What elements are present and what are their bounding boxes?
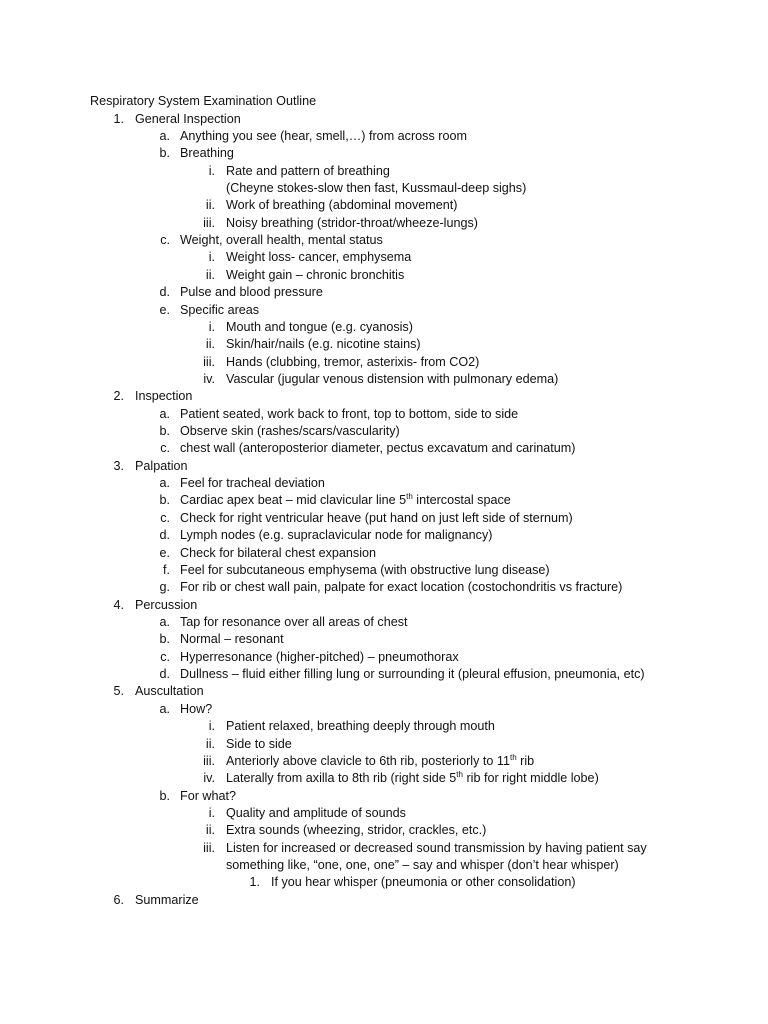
list-marker: ii. [205,337,215,352]
list-item-text [180,284,323,301]
list-marker: d. [159,667,170,681]
list-marker: i. [208,163,215,178]
text-segment: Extra sounds (wheezing, stridor, crackles, etc.) [226,823,487,838]
list-item-text [180,475,325,492]
text-segment: Summarize [135,892,199,907]
list-item-text [180,631,284,648]
list-item-text [180,406,518,423]
text-segment: Cardiac apex beat – mid clavicular line 5 [180,493,407,508]
text-segment: Normal – resonant [180,632,284,647]
list-marker: i. [208,805,215,820]
text-segment: chest wall (anteroposterior diameter, pectus excavatum and carinatum) [180,441,576,456]
list-item-text [180,232,383,249]
list-marker: i. [208,250,215,265]
list-marker: 5. [113,684,124,699]
list-marker: 2. [113,389,124,404]
text-segment: Inspection [135,389,193,404]
list-marker: ii. [205,823,215,838]
document-title: Respiratory System Examination Outline [90,94,317,108]
text-segment: For rib or chest wall pain, palpate for exact location (costochondritis vs fracture) [180,580,623,595]
text-segment: Percussion [135,597,198,612]
list-item-text [226,840,647,857]
text-segment: Check for right ventricular heave (put hand on just left side of sternum) [180,510,573,525]
list-item-text [135,458,188,475]
text-segment: Lymph nodes (e.g. supraclavicular node for malignancy) [180,528,493,543]
list-item-text [135,111,241,128]
list-marker: iii. [203,840,215,855]
list-marker: iv. [203,371,215,386]
list-marker: i. [208,719,215,734]
list-item-text [180,510,573,527]
list-item-text [180,579,622,596]
list-marker: c. [160,233,170,247]
text-segment: Vascular (jugular venous distension with pulmonary edema) [226,371,559,386]
list-item-text [180,788,236,805]
list-item-text [226,753,534,770]
text-segment: Listen for increased or decreased sound transmission by having patient say [226,840,647,855]
list-marker: ii. [205,198,215,213]
list-marker: i. [208,319,215,334]
list-item-text [226,857,619,874]
list-marker: iii. [203,354,215,369]
text-segment: Hyperresonance (higher-pitched) – pneumothorax [180,649,459,664]
list-item-text [226,197,457,214]
list-item-text [180,440,576,457]
list-item-text [226,163,390,180]
text-segment: Tap for resonance over all areas of chest [180,614,408,629]
list-marker: b. [159,788,170,803]
text-segment: Check for bilateral chest expansion [180,545,377,560]
list-item-text [226,718,495,735]
list-item-text [180,128,467,145]
list-marker: a. [159,701,170,716]
list-item-text [180,145,234,162]
list-item-text [226,319,413,336]
text-segment: Observe skin (rashes/scars/vascularity) [180,424,400,438]
text-segment: Palpation [135,458,188,473]
text-segment: How? [180,701,213,716]
list-item-text [135,388,192,405]
text-segment: For what? [180,788,236,803]
list-item-text [135,597,197,614]
list-marker: g. [159,580,170,595]
text-segment: Auscultation [135,684,204,699]
text-segment: something like, “one, one, one” – say and whisper (don’t hear whisper) [226,858,619,872]
list-item-text [226,215,478,232]
list-marker: iv. [203,771,215,786]
list-item-text [226,249,411,266]
list-marker: iii. [203,753,215,768]
text-segment: rib [516,753,535,768]
text-segment: intercostal space [412,493,511,508]
list-marker: a. [159,614,170,629]
list-item-text [180,492,511,509]
text-segment: Laterally from axilla to 8th rib (right side 5 [226,771,457,786]
text-segment: Rate and pattern of breathing [226,163,390,178]
list-marker: 3. [113,458,124,473]
list-marker: iii. [203,215,215,230]
text-segment: Skin/hair/nails (e.g. nicotine stains) [226,337,421,352]
list-item-text [180,527,492,544]
list-item-text [226,822,486,839]
text-segment: Quality and amplitude of sounds [226,805,406,820]
list-marker: c. [160,441,170,456]
text-segment: Hands (clubbing, tremor, asterixis- from CO2) [226,354,480,369]
list-item-text [180,649,459,666]
list-item-text [135,683,204,700]
text-segment: Work of breathing (abdominal movement) [226,198,458,213]
list-marker: ii. [205,267,215,282]
list-item-text [226,354,479,371]
list-marker: c. [160,510,170,525]
list-marker: 4. [113,597,124,612]
list-item-text [226,180,526,197]
list-item-text [226,770,599,787]
text-segment: Breathing [180,146,234,161]
text-segment: Side to side [226,736,292,751]
list-item-text [226,267,404,284]
list-marker: e. [159,302,170,317]
list-marker: b. [159,632,170,647]
list-item-text [226,736,292,753]
list-item-text [180,614,408,631]
list-marker: d. [159,528,170,543]
list-marker: c. [160,649,170,664]
list-item-text [271,874,576,891]
text-segment: Pulse and blood pressure [180,285,323,300]
text-segment: Weight, overall health, mental status [180,233,383,247]
text-segment: Weight loss- cancer, emphysema [226,250,412,265]
text-segment: Patient seated, work back to front, top to bottom, side to side [180,406,519,421]
text-segment: Feel for subcutaneous emphysema (with obstructive lung disease) [180,562,550,577]
text-segment: Noisy breathing (stridor-throat/wheeze-lungs) [226,215,478,230]
list-marker: a. [159,476,170,491]
text-segment: Dullness – fluid either filling lung or surrounding it (pleural effusion, pneumonia, etc) [180,667,645,681]
list-item-text [180,423,400,440]
list-item-text [226,336,421,353]
list-marker: 1. [113,111,124,126]
superscript-text: th [509,752,517,762]
list-marker: b. [159,424,170,438]
text-segment: General Inspection [135,111,241,126]
text-segment: rib for right middle lobe) [462,771,599,786]
text-segment: Mouth and tongue (e.g. cyanosis) [226,319,413,334]
list-item-text [226,371,558,388]
list-item-text [180,302,259,319]
list-marker: b. [159,493,170,508]
list-marker: f. [163,562,170,577]
text-segment: Weight gain – chronic bronchitis [226,267,405,282]
text-segment: Anything you see (hear, smell,…) from across room [180,128,467,143]
text-segment: Feel for tracheal deviation [180,476,325,491]
text-segment: If you hear whisper (pneumonia or other consolidation) [271,875,576,890]
list-marker: d. [159,285,170,300]
list-marker: a. [159,128,170,143]
list-item-text [135,892,199,909]
list-marker: 6. [113,892,124,907]
list-item-text [226,805,406,822]
list-marker: a. [159,406,170,421]
text-segment: Anteriorly above clavicle to 6th rib, posteriorly to 11 [226,753,510,768]
superscript-text: th [406,492,413,502]
text-segment: (Cheyne stokes-slow then fast, Kussmaul-deep sighs) [226,180,527,195]
list-marker: 1. [249,875,260,890]
list-marker: ii. [205,736,215,751]
list-marker: b. [159,146,170,161]
list-item-text [180,666,645,683]
list-marker: e. [159,545,170,560]
text-segment: Patient relaxed, breathing deeply through mouth [226,719,495,734]
superscript-text: th [456,770,463,780]
list-item-text [180,545,376,562]
list-item-text [180,701,212,718]
list-item-text [180,562,550,579]
text-segment: Specific areas [180,302,260,317]
